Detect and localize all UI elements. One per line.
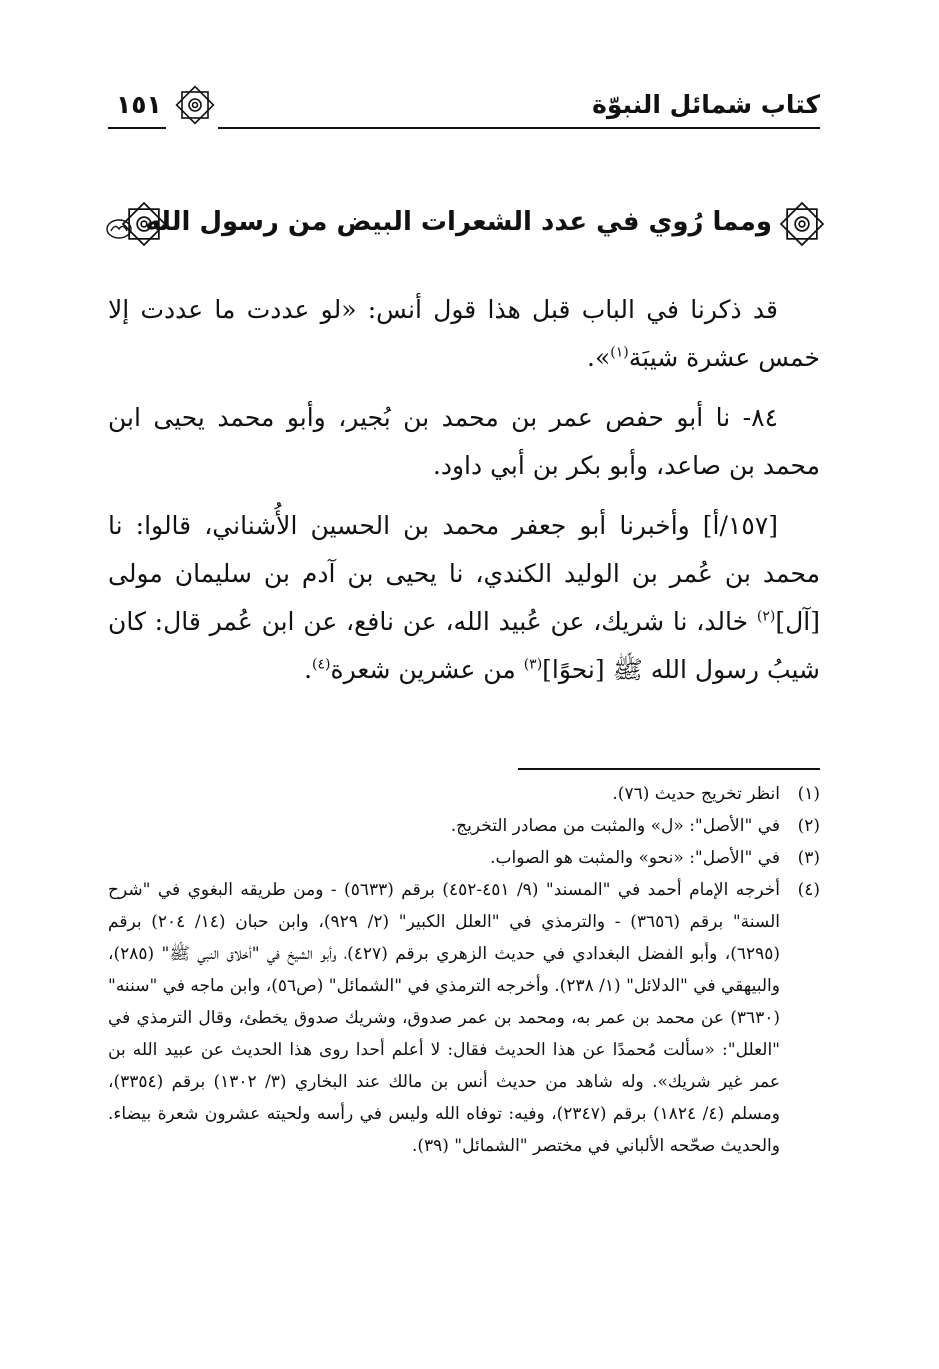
footnote-number: (٢) [797, 816, 820, 836]
running-header [108, 88, 820, 130]
paragraph [108, 286, 820, 382]
paragraph-text: . [304, 655, 313, 684]
footnote-ref: (٣) [523, 656, 543, 673]
footnotes [108, 778, 820, 1162]
footnote-separator [518, 768, 820, 770]
footnote [108, 810, 820, 842]
footnote-number: (٤) [797, 880, 820, 900]
main-text [108, 286, 820, 706]
ornament-icon [120, 200, 168, 248]
footnote-ref: (٤) [312, 656, 331, 673]
footnote [108, 842, 820, 874]
footnote-text: في "الأصل": «ل» والمثبت من مصادر التخريج. [450, 816, 780, 836]
footnote-ref: (٢) [756, 608, 776, 625]
header-title: كتاب شمائل النبوّة [592, 90, 820, 119]
page-number-rule [108, 127, 166, 129]
paragraph-text: من عشرين شعرة [330, 655, 524, 684]
paragraph-text: [١٥٧/أ] وأخبرنا أبو جعفر محمد بن الحسين الأُشناني، قالوا: نا محمد بن عُمر بن الوليد الكندي، نا يحيى بن آدم بن سليمان مولى [آل] [108, 511, 820, 636]
paragraph-text: قد ذكرنا في الباب قبل هذا قول أنس: «لو عددت ما عددت إلا خمس عشرة شيبَة [108, 295, 820, 372]
footnote [108, 874, 820, 1162]
footnote-text: انظر تخريج حديث (٧٦). [612, 784, 780, 804]
page-number: ١٥١ [116, 90, 162, 119]
paragraph-text: ». [587, 343, 611, 372]
paragraph-text: خالد، نا شريك، عن عُبيد الله، عن نافع، عن ابن عُمر قال: كان شيبُ رسول الله ﷺ [نحوًا] [108, 607, 820, 684]
footnote [108, 778, 820, 810]
paragraph [108, 502, 820, 694]
footnote-text: أخرجه الإمام أحمد في "المسند" (٩/ ٤٥١-٤٥٢) برقم (٥٦٣٣) - ومن طريقه البغوي في "شرح السنة" برقم (٣٦٥٦) - والترمذي في "العلل الكبير" (٢/ ٩٢٩)، وابن حبان (١٤/ ٢٠٤) برقم (٦٢٩٥)، وأبو الفضل البغدادي في حديث الزهري برقم (٤٢٧)، وأبو الشيخ في "أخلاق النبي ﷺ" (٢٨٥)، والبيهقي في "الدلائل" (١/ ٢٣٨). وأخرجه الترمذي في "الشمائل" (ص٥٦)، وابن ماجه في "سننه" (٣٦٣٠) عن محمد بن عمر به، ومحمد بن عمر صدوق، وشريك صدوق يخطئ، وقال الترمذي في "العلل": «سألت مُحمدًا عن هذا الحديث فقال: لا أعلم أحدا روى هذا الحديث عن عبيد الله بن عمر غير شريك». وله شاهد من حديث أنس بن مالك عند البخاري (٣/ ١٣٠٢) برقم (٣٣٥٤)، ومسلم (٤/ ١٨٢٤) برقم (٢٣٤٧)، وفيه: توفاه الله وليس في رأسه ولحيته عشرون شعرة بيضاء. والحديث صحّحه الألباني في مختصر "الشمائل" (٣٩). [108, 880, 781, 1156]
header-rule [218, 127, 820, 129]
paragraph [108, 394, 820, 490]
chapter-heading [120, 198, 826, 254]
chapter-title [145, 202, 772, 242]
footnote-text: في "الأصل": «نحو» والمثبت هو الصواب. [490, 848, 780, 868]
footnote-number: (١) [797, 784, 820, 804]
footnote-ref: (١) [610, 344, 629, 361]
ornament-icon [778, 200, 826, 248]
paragraph-text: ٨٤- نا أبو حفص عمر بن محمد بن بُجير، وأبو محمد يحيى ابن محمد بن صاعد، وأبو بكر بن أبي داود. [108, 403, 820, 480]
ornament-icon [174, 84, 216, 126]
footnote-number: (٣) [797, 848, 820, 868]
chapter-title-text: ومما رُوي في عدد الشعرات البيض من رسول الله [145, 207, 772, 237]
